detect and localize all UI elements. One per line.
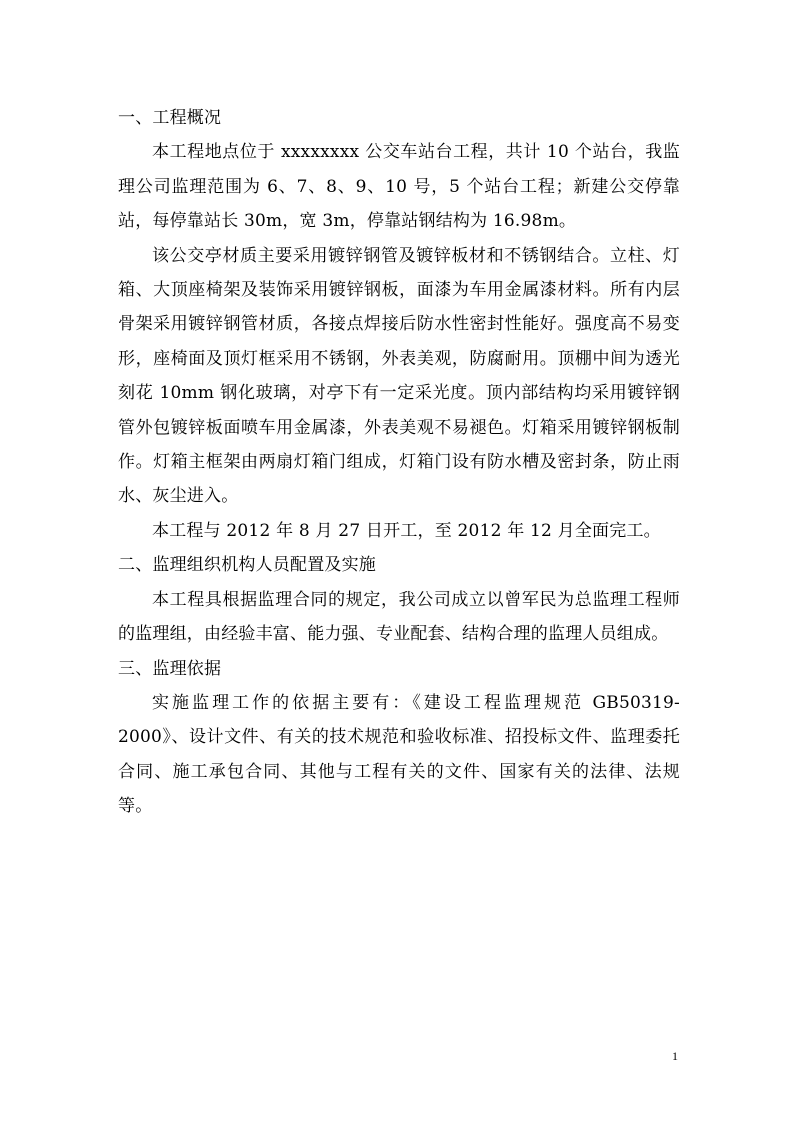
section-heading: 三、监理依据 xyxy=(118,658,222,679)
paragraph: 本工程与 2012 年 8 月 27 日开工，至 2012 年 12 月全面完工。 xyxy=(152,520,661,541)
paragraph: 实施监理工作的依据主要有：《建设工程监理规范 GB50319-2000》、设计文件、有关的技术规范和验收标准、招投标文件、监理委托合同、施工承包合同、其他与工程有关的文件、国家有关的法律、法规等。 xyxy=(118,692,680,817)
section-supervision-organization xyxy=(118,548,680,651)
section-project-overview xyxy=(118,101,680,548)
section-heading: 二、监理组织机构人员配置及实施 xyxy=(118,555,376,576)
paragraph: 该公交亭材质主要采用镀锌钢管及镀锌板材和不锈钢结合。立柱、灯箱、大顶座椅架及装饰采用镀锌钢板，面漆为车用金属漆材料。所有内层骨架采用镀锌钢管材质，各接点焊接后防水性密封性能好。强度高不易变形，座椅面及顶灯框采用不锈钢，外表美观，防腐耐用。顶棚中间为透光刻花 10mm 钢化玻璃，对亭下有一定采光度。顶内部结构均采用镀锌钢管外包镀锌板面喷车用金属漆，外表美观不易褪色。灯箱采用镀锌钢板制作。灯箱主框架由两扇灯箱门组成，灯箱门设有防水槽及密封条，防止雨水、灰尘进入。 xyxy=(118,245,680,507)
paragraph: 本工程具根据监理合同的规定，我公司成立以曾军民为总监理工程师的监理组，由经验丰富、能力强、专业配套、结构合理的监理人员组成。 xyxy=(118,589,680,645)
section-supervision-basis xyxy=(118,652,680,824)
page-number: 1 xyxy=(672,1049,678,1063)
document-body xyxy=(118,101,680,824)
section-heading: 一、工程概况 xyxy=(118,108,222,128)
paragraph: 本工程地点位于 xxxxxxxx 公交车站台工程，共计 10 个站台，我监理公司监理范围为 6、7、8、9、10 号，5 个站台工程；新建公交停靠站，每停靠站长 30m，宽 3m，停靠站钢结构为 16.98m。 xyxy=(118,142,680,232)
